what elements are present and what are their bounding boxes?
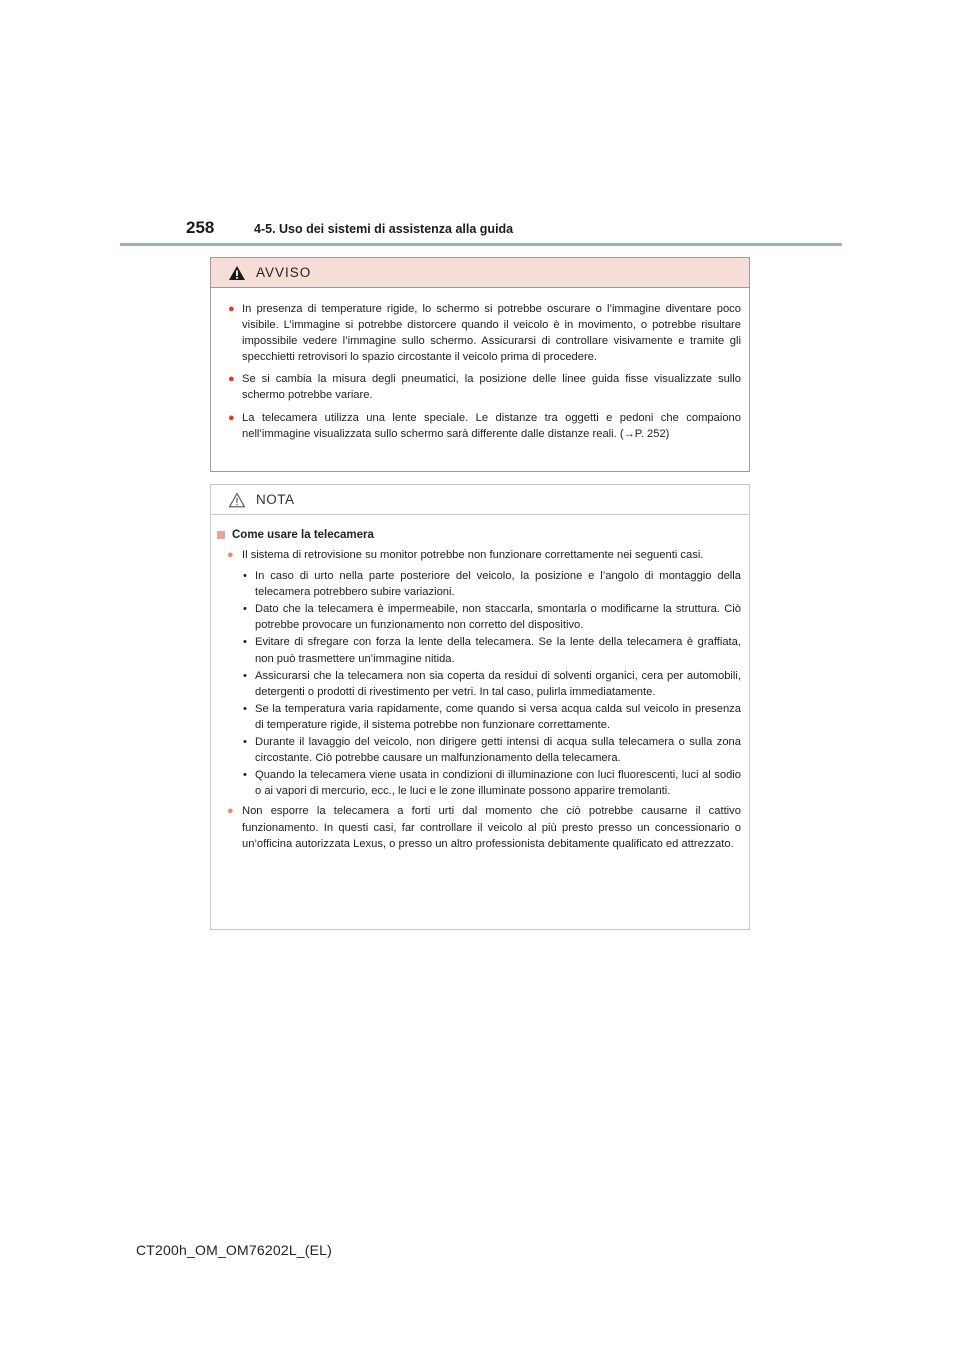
list-item: • Assicurarsi che la telecamera non sia coperta da residui di solventi organici, cera per automobili, detergenti o prodotti di rivestimento per vetri. In tal caso, pulirla immediatamente. — [243, 669, 741, 698]
warning-triangle-icon — [228, 265, 246, 281]
warning-box — [210, 257, 750, 472]
caution-outline-triangle-icon — [228, 492, 246, 508]
section-title: 4-5. Uso dei sistemi di assistenza alla guida — [254, 222, 514, 236]
square-bullet-icon — [217, 531, 225, 539]
note-box — [210, 484, 750, 930]
bullet-dot-icon: ● — [227, 805, 234, 818]
bullet-dot-icon: ● — [228, 373, 235, 386]
note-bullet-list — [217, 568, 741, 799]
note-title: NOTA — [256, 492, 295, 507]
list-item: • Durante il lavaggio del veicolo, non dirigere getti intensi di acqua sulla telecamera o sulla zona circostante. Ciò potrebbe causare un malfunzionamento della telecamera. — [243, 736, 741, 765]
warning-item: ● La telecamera utilizza una lente speciale. Le distanze tra oggetti e pedoni che compaiono nell’immagine visualizzata sullo schermo sarà differente dalle distanze reali. (→P. 252) — [228, 411, 741, 440]
bullet-dot-icon: ● — [227, 549, 234, 561]
warning-item: ● In presenza di temperature rigide, lo schermo si potrebbe oscurare o l’immagine diventare poco visibile. L’immagine si potrebbe distorcere quando il veicolo è in movimento, o potrebbe risultare impossibile vedere l’immagine sullo schermo. Assicurarsi di controllare visivamente e tramite gli specchietti retrovisori lo spazio circostante il veicolo prima di procedere. — [228, 303, 741, 364]
list-item: • Evitare di sfregare con forza la lente della telecamera. Se la lente della telecamera è graffiata, non può trasmettere un’immagine nitida. — [243, 636, 741, 665]
warning-item: ● Se si cambia la misura degli pneumatici, la posizione delle linee guida fisse visualizzate sullo schermo potrebbe variare. — [228, 373, 741, 402]
page-header — [186, 218, 513, 238]
list-item: • Se la temperatura varia rapidamente, come quando si versa acqua calda sul veicolo in presenza di temperature rigide, il sistema potrebbe non funzionare correttamente. — [243, 702, 741, 731]
note-subheading: Come usare la telecamera — [217, 529, 741, 541]
list-item: • In caso di urto nella parte posteriore del veicolo, la posizione e l’angolo di montaggio della telecamera potrebbero subire variazioni. — [243, 570, 741, 599]
note-item: ● Il sistema di retrovisione su monitor potrebbe non funzionare correttamente nei seguenti casi. — [217, 547, 741, 563]
list-item: • Dato che la telecamera è impermeabile, non staccarla, smontarla o modificarne la struttura. Ciò potrebbe provocare un funzionamento non corretto del dispositivo. — [243, 603, 741, 632]
note-header — [211, 485, 749, 515]
header-divider — [120, 243, 842, 246]
note-item: ● Non esporre la telecamera a forti urti dal momento che ciò potrebbe causarne il cattivo funzionamento. In questi casi, far controllare il veicolo al più presto presso un concessionario o un’officina autorizzata Lexus, o presso un altro professionista debitamente qualificato ed attrezzato. — [227, 805, 741, 850]
warning-header — [211, 258, 749, 288]
bullet-dot-icon: ● — [228, 303, 235, 315]
warning-title: AVVISO — [256, 265, 312, 280]
document-code: CT200h_OM_OM76202L_(EL) — [136, 1242, 333, 1258]
page-number: 258 — [186, 218, 215, 237]
bullet-dot-icon: ● — [228, 411, 235, 424]
list-item: • Quando la telecamera viene usata in condizioni di illuminazione con luci fluorescenti, luci al sodio o ai vapori di mercurio, ecc., le luci e le zone illuminate possono apparire tremolanti. — [243, 769, 741, 798]
